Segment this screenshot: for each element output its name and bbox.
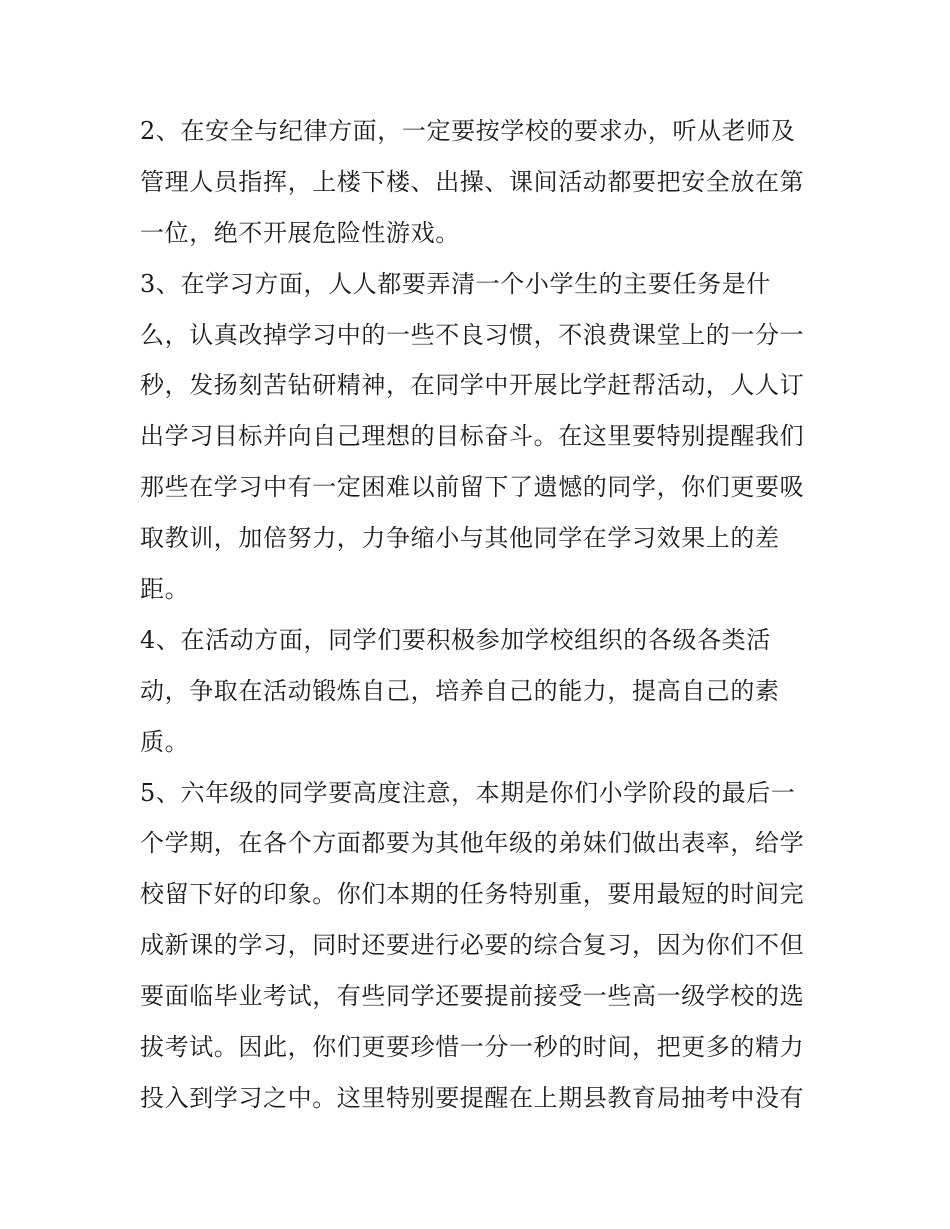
- text-line: 距。: [140, 575, 190, 604]
- text-line: 3、在学习方面，人人都要弄清一个小学生的主要任务是什: [140, 269, 771, 298]
- text-line: 拔考试。因此，你们更要珍惜一分一秒的时间，把更多的精力: [140, 1033, 805, 1062]
- text-line: 投入到学习之中。这里特别要提醒在上期县教育局抽考中没有: [140, 1083, 805, 1112]
- text-line: 秒，发扬刻苦钻研精神，在同学中开展比学赶帮活动，人人订: [140, 371, 805, 400]
- document-body: [140, 106, 820, 1124]
- text-line: 一位，绝不开展危险性游戏。: [140, 218, 460, 247]
- text-line: 动，争取在活动锻炼自己，培养自己的能力，提高自己的素: [140, 676, 780, 705]
- text-line: 个学期，在各个方面都要为其他年级的弟妹们做出表率，给学: [140, 829, 805, 858]
- text-line: 么，认真改掉学习中的一些不良习惯，不浪费课堂上的一分一: [140, 320, 805, 349]
- text-line: 5、六年级的同学要高度注意，本期是你们小学阶段的最后一: [140, 778, 796, 807]
- text-line: 校留下好的印象。你们本期的任务特别重，要用最短的时间完: [140, 880, 805, 909]
- text-line: 2、在安全与纪律方面，一定要按学校的要求办，听从老师及: [140, 117, 796, 145]
- text-line: 4、在活动方面，同学们要积极参加学校组织的各级各类活: [140, 625, 771, 654]
- text-line: 出学习目标并向自己理想的目标奋斗。在这里要特别提醒我们: [140, 422, 805, 451]
- text-line: 质。: [140, 727, 190, 756]
- text-line: 那些在学习中有一定困难以前留下了遗憾的同学，你们更要吸: [140, 473, 805, 502]
- text-line: 管理人员指挥，上楼下楼、出操、课间活动都要把安全放在第: [140, 167, 805, 196]
- text-line: 要面临毕业考试，有些同学还要提前接受一些高一级学校的选: [140, 982, 805, 1011]
- text-line: 取教训，加倍努力，力争缩小与其他同学在学习效果上的差: [140, 524, 780, 553]
- text-line: 成新课的学习，同时还要进行必要的综合复习，因为你们不但: [140, 931, 805, 960]
